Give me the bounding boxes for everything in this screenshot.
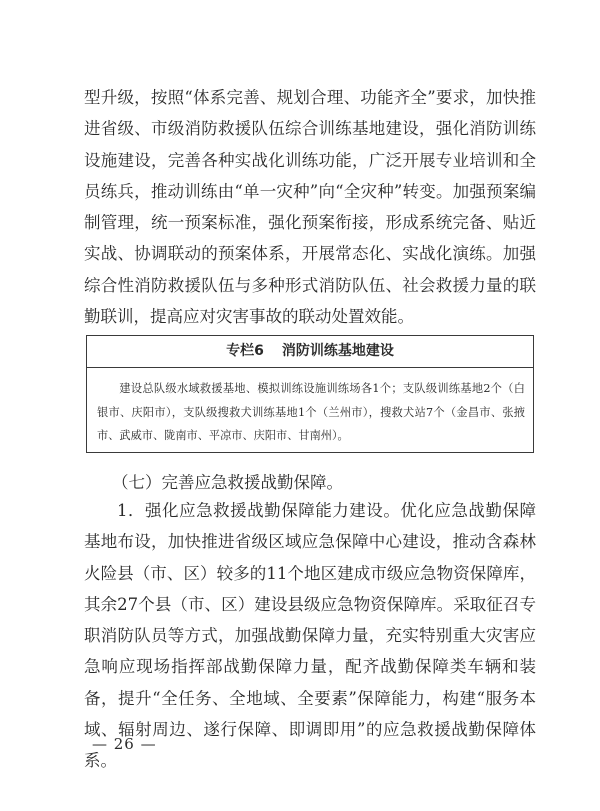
column-box-title (87, 336, 533, 368)
paragraph-logistics: 1．强化应急救援战勤保障能力建设。优化应急战勤保障基地布设，加快推进省级区域应急保障中心建设，推动含森林火险县（市、区）较多的11个地区建成市级应急物资保障库，其余27个县（市、区）建设县级应急物资保障库。采取征召专职消防队员等方式，加强战勤保障力量，充实特别重大灾害应急响应现场指挥部战勤保障力量，配齐战勤保障类车辆和装备，提升“全任务、全地域、全要素”保障能力，构建“服务本域、辐射周边、遂行保障、即调即用”的应急救援战勤保障体系。 (84, 501, 536, 771)
column-box-heading: 消防训练基地建设 (281, 343, 394, 359)
page-number: — 26 — (92, 735, 157, 753)
paragraph-training: 型升级，按照“体系完善、规划合理、功能齐全”要求，加快推进省级、市级消防救援队伍综合训练基地建设，强化消防训练设施建设，完善各种实战化训练功能，广泛开展专业培训和全员练兵，推动训练由“单一灾种”向“全灾种”转变。加强预案编制管理，统一预案标准，强化预案衔接，形成系统完备、贴近实战、协调联动的预案体系，开展常态化、实战化演练。加强综合性消防救援队伍与多种形式消防队伍、社会救援力量的联勤联训，提高应对灾害事故的联动处置效能。 (84, 88, 536, 327)
column-box (86, 335, 534, 453)
column-box-label: 专栏6 (226, 343, 264, 359)
section-heading: （七）完善应急救援战勤保障。 (112, 473, 343, 492)
column-box-body: 建设总队级水域救援基地、模拟训练设施训练场各1个；支队级训练基地2个（白银市、庆阳市），支队级搜救犬训练基地1个（兰州市），搜救犬站7个（金昌市、张掖市、武威市、陇南市、平凉市、庆阳市、甘南州）。 (97, 382, 525, 442)
